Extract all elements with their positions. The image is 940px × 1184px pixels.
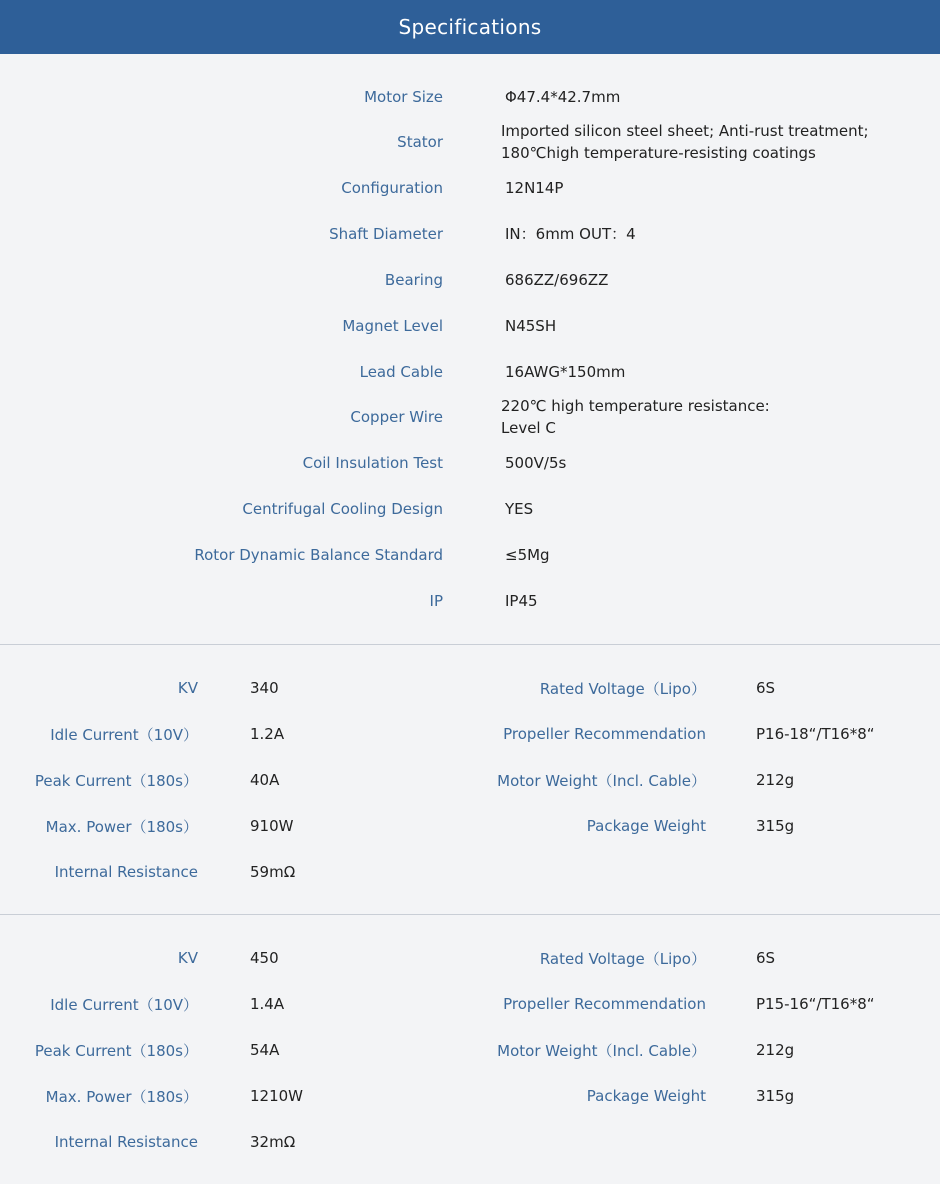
spec-value [501,119,921,165]
spec-row [0,165,940,211]
spec-row [0,803,940,849]
spec-label: Configuration [341,179,443,197]
spec-label: Centrifugal Cooling Design [242,500,443,518]
spec-value-line: ≤5Mg [505,546,550,564]
spec-value-line: 12N14P [505,179,564,197]
spec-label: Internal Resistance [54,1133,198,1151]
spec-value [505,211,925,257]
spec-value: 32mΩ [250,1133,296,1151]
spec-value: 910W [250,817,294,835]
spec-value [505,349,925,395]
spec-value: 1.2A [250,725,285,743]
spec-value: 212g [756,771,795,789]
spec-label: Lead Cable [359,363,443,381]
spec-value-line: 500V/5s [505,454,567,472]
spec-label: Stator [397,133,443,151]
spec-value-line: 16AWG*150mm [505,363,626,381]
spec-value: 1.4A [250,995,285,1013]
spec-label: Propeller Recommendation [503,725,706,743]
spec-label: Internal Resistance [54,863,198,881]
spec-value: 340 [250,679,279,697]
spec-row [0,349,940,395]
spec-value [505,486,925,532]
spec-value: 6S [756,949,776,967]
spec-label: Package Weight [586,817,706,835]
spec-value: 315g [756,1087,795,1105]
specifications-header [0,0,940,54]
spec-row [0,665,940,711]
spec-value-line: N45SH [505,317,557,335]
spec-value-line: Level C [501,419,556,437]
spec-value: P15-16“/T16*8“ [756,995,875,1013]
spec-row [0,119,940,165]
spec-label: Motor Weight（Incl. Cable） [497,771,706,790]
spec-row [0,849,940,895]
spec-value-line: YES [505,500,534,518]
spec-label: Max. Power（180s） [45,1087,198,1106]
spec-label: Bearing [384,271,443,289]
spec-value-line: Φ47.4*42.7mm [505,88,621,106]
spec-label: Magnet Level [342,317,443,335]
general-specs [0,54,940,644]
spec-row [0,935,940,981]
spec-label: IP [429,592,443,610]
page-title: Specifications [398,15,542,39]
spec-value-line: 220℃ high temperature resistance: [501,397,770,415]
spec-label: Motor Size [364,88,443,106]
spec-value: 212g [756,1041,795,1059]
model-block [0,645,940,914]
spec-value: 6S [756,679,776,697]
spec-label: Motor Weight（Incl. Cable） [497,1041,706,1060]
spec-value-line: IP45 [505,592,538,610]
spec-label: Idle Current（10V） [50,725,198,744]
spec-row [0,711,940,757]
spec-label: Package Weight [586,1087,706,1105]
spec-label: Propeller Recommendation [503,995,706,1013]
spec-value: 1210W [250,1087,304,1105]
spec-label: Rated Voltage（Lipo） [539,679,706,698]
spec-row [0,394,940,440]
spec-row [0,532,940,578]
spec-label: Copper Wire [350,408,443,426]
spec-label: Shaft Diameter [329,225,443,243]
spec-label: Coil Insulation Test [302,454,443,472]
spec-label: KV [177,679,198,697]
spec-row [0,1027,940,1073]
spec-label: Peak Current（180s） [34,771,198,790]
spec-value: P16-18“/T16*8“ [756,725,875,743]
spec-row [0,578,940,624]
spec-value [505,440,925,486]
spec-value [505,532,925,578]
spec-row [0,257,940,303]
spec-label: Rated Voltage（Lipo） [539,949,706,968]
spec-value-line: IN：6mm OUT：4 [505,225,636,243]
spec-row [0,981,940,1027]
spec-label: Peak Current（180s） [34,1041,198,1060]
spec-label: Max. Power（180s） [45,817,198,836]
spec-row [0,211,940,257]
spec-value [505,165,925,211]
spec-row [0,486,940,532]
spec-value [505,74,925,120]
spec-value [505,257,925,303]
spec-value: 450 [250,949,279,967]
spec-value-line: 686ZZ/696ZZ [505,271,609,289]
spec-row [0,757,940,803]
spec-label: Idle Current（10V） [50,995,198,1014]
spec-value [505,578,925,624]
spec-value [501,394,921,440]
spec-row [0,1119,940,1165]
spec-label: KV [177,949,198,967]
model-block [0,915,940,1184]
spec-row [0,74,940,120]
spec-row [0,303,940,349]
spec-row [0,1073,940,1119]
spec-value-line: Imported silicon steel sheet; Anti-rust treatment; [501,122,869,140]
spec-value-line: 180℃high temperature-resisting coatings [501,144,816,162]
spec-value [505,303,925,349]
spec-value: 40A [250,771,280,789]
spec-value: 315g [756,817,795,835]
spec-label: Rotor Dynamic Balance Standard [194,546,443,564]
spec-value: 54A [250,1041,280,1059]
spec-value: 59mΩ [250,863,296,881]
spec-row [0,440,940,486]
